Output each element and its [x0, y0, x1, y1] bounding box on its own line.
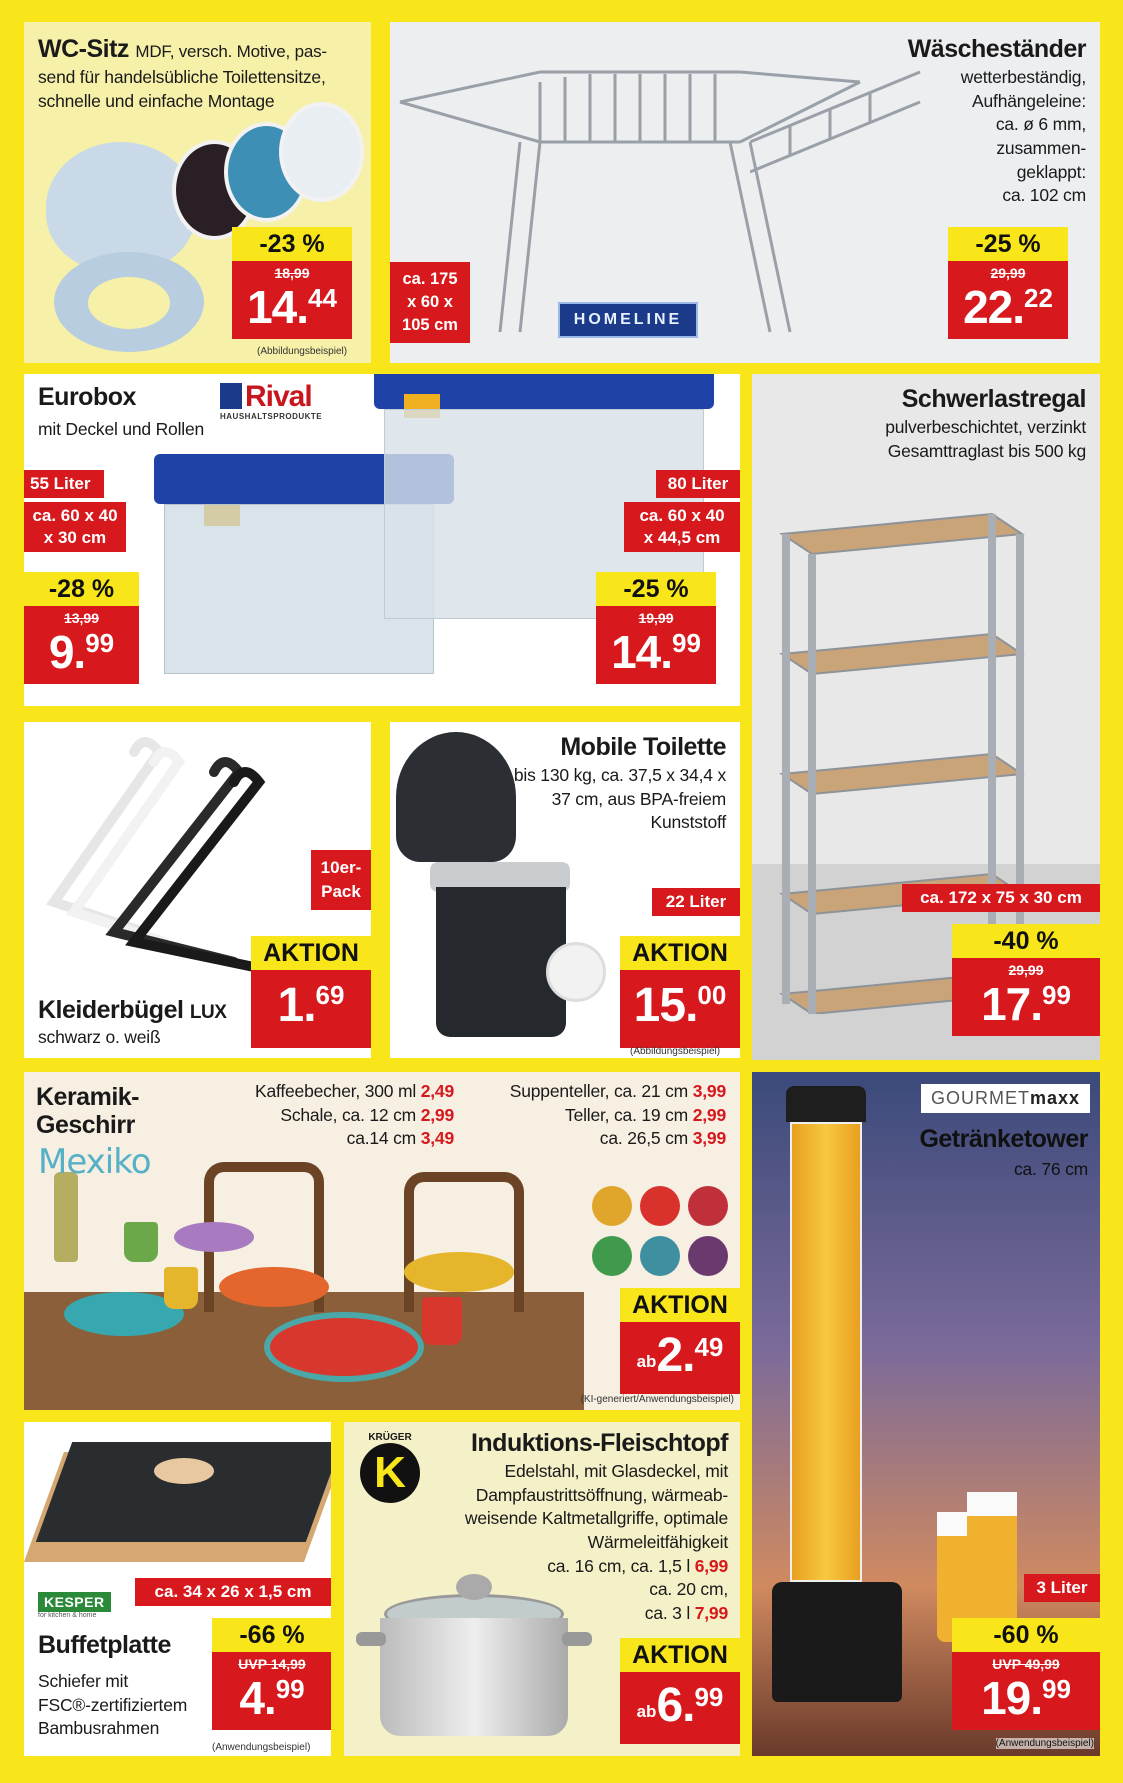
buegel-pack-tag: 10er- Pack	[311, 850, 371, 910]
swatch-5	[640, 1236, 680, 1276]
topf-action-label: AKTION	[620, 1638, 740, 1672]
kesper-logo: KESPER for kitchen & home	[38, 1592, 111, 1619]
buegel-action-label: AKTION	[251, 936, 371, 970]
mug-green	[124, 1222, 158, 1262]
plate-yellow	[404, 1252, 514, 1292]
beer-glass-2	[967, 1492, 1017, 1632]
plate-purple	[174, 1222, 254, 1252]
eurobox-left-price: 9.	[48, 626, 86, 678]
topf-desc: Edelstahl, mit Glasdeckel, mit Dampfaustrittsöffnung, wärmeab- weisende Kaltmetallgriffe, optimale Wärmeleitfähigkeit ca. 16 cm, ca. 1,5 l 6,99 ca. 20 cm, ca. 3 l 7,99	[464, 1461, 728, 1623]
tower-price-cents: 99	[1042, 1674, 1071, 1704]
eurobox-right-size: ca. 60 x 40 x 44,5 cm	[624, 502, 740, 552]
eurobox-right-price: 14.	[611, 626, 673, 678]
tower-desc: ca. 76 cm	[1013, 1159, 1088, 1179]
panel-buffetplatte	[24, 1422, 331, 1756]
tower-price: 19.	[981, 1672, 1043, 1724]
regal-price: 17.	[981, 978, 1043, 1030]
eurobox-right-volume: 80 Liter	[656, 470, 740, 498]
tower-old-price: UVP 49,99	[992, 1656, 1060, 1672]
waesche-size-tag: ca. 175 x 60 x 105 cm	[390, 262, 470, 343]
buffet-price: 4.	[239, 1672, 276, 1724]
mug-yellow	[164, 1267, 198, 1309]
panel-eurobox	[24, 374, 740, 706]
buffet-old-price: UVP 14,99	[238, 1656, 306, 1672]
eurobox-desc: mit Deckel und Rollen	[38, 419, 205, 439]
topf-price-box	[620, 1638, 740, 1744]
mexiko-logo: Mexiko	[38, 1142, 151, 1182]
waesche-desc: wetterbeständig, Aufhängeleine: ca. ø 6 mm, zusammen- geklappt: ca. 102 cm	[960, 67, 1086, 206]
keramik-price-box	[620, 1288, 740, 1394]
toilette-title: Mobile Toilette	[560, 733, 726, 761]
swatch-3	[688, 1186, 728, 1226]
regal-desc: pulverbeschichtet, verzinkt Gesamttraglast bis 500 kg	[885, 417, 1086, 461]
wc-desc: send für handelsübliche Toilettensitze, schnelle und einfache Montage	[38, 67, 326, 111]
regal-price-cents: 99	[1042, 980, 1071, 1010]
waesche-title: Wäscheständer	[907, 35, 1086, 63]
motive-seat-3	[279, 102, 364, 202]
pot-handle-left	[356, 1632, 386, 1646]
toilette-price: 15.	[633, 979, 698, 1032]
eurobox-left-old-price: 13,99	[63, 610, 100, 626]
buffet-note: (Anwendungsbeispiel)	[212, 1742, 311, 1753]
krueger-logo: KRÜGER K	[360, 1432, 420, 1503]
keramik-items-right: Suppenteller, ca. 21 cm 3,99 Teller, ca. 19 cm 2,99 ca. 26,5 cm 3,99	[509, 1081, 726, 1149]
wc-discount: -23 %	[232, 227, 352, 261]
toilette-note: (Abbildungsbeispiel)	[630, 1046, 721, 1057]
waesche-old-price: 29,99	[990, 265, 1026, 281]
panel-keramik-geschirr	[24, 1072, 740, 1410]
homeline-logo: HOMELINE	[558, 302, 698, 338]
eurobox-left-price-box	[24, 572, 139, 684]
buegel-title: Kleiderbügel LUX	[38, 996, 227, 1024]
eurobox-right-old-price: 19,99	[638, 610, 674, 626]
swatch-4	[592, 1236, 632, 1276]
buffet-price-box	[212, 1618, 331, 1730]
eurobox-right-discount: -25 %	[596, 572, 716, 606]
panel-waeschestaender	[390, 22, 1100, 363]
toilette-desc: bis 130 kg, ca. 37,5 x 34,4 x 37 cm, aus BPA-freiem Kunststoff	[513, 765, 726, 833]
eurobox-left-price-cents: 99	[85, 628, 115, 658]
wc-old-price: 18,99	[274, 265, 310, 281]
buegel-price-box	[251, 936, 371, 1048]
waesche-discount: -25 %	[948, 227, 1068, 261]
wc-title: WC-Sitz MDF, versch. Motive, pas-	[38, 35, 327, 63]
tower-discount: -60 %	[952, 1618, 1100, 1652]
swatch-1	[592, 1186, 632, 1226]
wc-desc-inline: MDF, versch. Motive, pas-	[135, 42, 327, 61]
waesche-price: 22.	[963, 281, 1025, 333]
toilet-lid-image	[396, 732, 516, 862]
waesche-price-cents: 22	[1024, 283, 1053, 313]
keramik-price: 2.	[656, 1329, 695, 1382]
keramik-action-label: AKTION	[620, 1288, 740, 1322]
toilet-paper-image	[546, 942, 606, 1002]
buffet-desc: Schiefer mit FSC®-zertifiziertem Bambusrahmen	[38, 1671, 188, 1739]
keramik-items-left: Kaffeebecher, 300 ml 2,49 Schale, ca. 12 cm 2,99 ca.14 cm 3,49	[254, 1081, 454, 1149]
eurobox-title: Eurobox	[38, 383, 136, 411]
toilette-action-label: AKTION	[620, 936, 740, 970]
keramik-title: Keramik- Geschirr	[36, 1083, 139, 1139]
panel-kleiderbuegel	[24, 722, 371, 1058]
wc-price: 14.	[247, 281, 309, 333]
eurobox-right-price-cents: 99	[672, 628, 701, 658]
buffet-size-tag: ca. 34 x 26 x 1,5 cm	[135, 1578, 331, 1606]
tower-base	[772, 1582, 902, 1702]
buffet-price-cents: 99	[275, 1674, 305, 1704]
regal-size-tag: ca. 172 x 75 x 30 cm	[902, 884, 1100, 912]
topf-title: Induktions-Fleischtopf	[470, 1429, 728, 1457]
buffet-discount: -66 %	[212, 1618, 331, 1652]
eurobox-left-discount: -28 %	[24, 572, 139, 606]
regal-title: Schwerlastregal	[901, 385, 1086, 413]
mug-red	[422, 1297, 462, 1345]
buffet-slate-image	[36, 1442, 331, 1542]
eurobox-left-size: ca. 60 x 40 x 30 cm	[24, 502, 126, 552]
tower-price-box	[952, 1618, 1100, 1730]
panel-mobile-toilette	[390, 722, 740, 1058]
regal-price-box	[952, 924, 1100, 1036]
toilette-price-box	[620, 936, 740, 1048]
buegel-desc: schwarz o. weiß	[38, 1027, 161, 1047]
swatch-2	[640, 1186, 680, 1226]
pot-handle-right	[562, 1632, 592, 1646]
keramik-price-cents: 49	[694, 1332, 724, 1362]
tower-title: Getränketower	[919, 1125, 1088, 1153]
pot-body-image	[380, 1618, 568, 1736]
wc-note: (Abbildungsbeispiel)	[257, 346, 348, 357]
buegel-price-cents: 69	[315, 980, 345, 1010]
topf-ab: ab	[636, 1702, 657, 1721]
toilette-price-cents: 00	[697, 980, 727, 1010]
panel-fleischtopf	[344, 1422, 740, 1756]
eurobox-right-price-box	[596, 572, 716, 684]
regal-old-price: 29,99	[1008, 962, 1044, 978]
buffet-food	[154, 1458, 214, 1484]
panel-getraenketower	[752, 1072, 1100, 1756]
drying-rack-wing-right	[750, 62, 930, 182]
topf-price-cents: 99	[694, 1682, 724, 1712]
keramik-ab: ab	[636, 1352, 657, 1371]
keramik-note: (KI-generiert/Anwendungsbeispiel)	[580, 1394, 734, 1405]
wc-price-box	[232, 227, 352, 339]
plate-red	[264, 1312, 424, 1382]
topf-price: 6.	[656, 1679, 695, 1732]
regal-discount: -40 %	[952, 924, 1100, 958]
tower-tube	[790, 1122, 862, 1582]
toilette-volume-tag: 22 Liter	[652, 888, 740, 916]
rival-logo: Rival HAUSHALTSPRODUKTE	[220, 380, 323, 421]
panel-wc-sitz	[24, 22, 371, 363]
swatch-6	[688, 1236, 728, 1276]
eurobox-left-volume: 55 Liter	[24, 470, 104, 498]
tower-note: (Anwendungsbeispiel)	[995, 1738, 1094, 1749]
wc-price-cents: 44	[308, 283, 337, 313]
oil-bottle	[54, 1172, 78, 1262]
waesche-price-box	[948, 227, 1068, 339]
tower-volume-tag: 3 Liter	[1024, 1574, 1100, 1602]
buffet-title: Buffetplatte	[38, 1631, 171, 1659]
pot-knob-image	[456, 1574, 492, 1600]
buegel-price: 1.	[277, 979, 316, 1032]
color-swatches	[592, 1186, 732, 1282]
gourmetmaxx-logo: GOURMETmaxx	[921, 1084, 1090, 1113]
tower-top	[786, 1086, 866, 1122]
plate-orange	[219, 1267, 329, 1307]
panel-schwerlastregal	[752, 374, 1100, 1060]
